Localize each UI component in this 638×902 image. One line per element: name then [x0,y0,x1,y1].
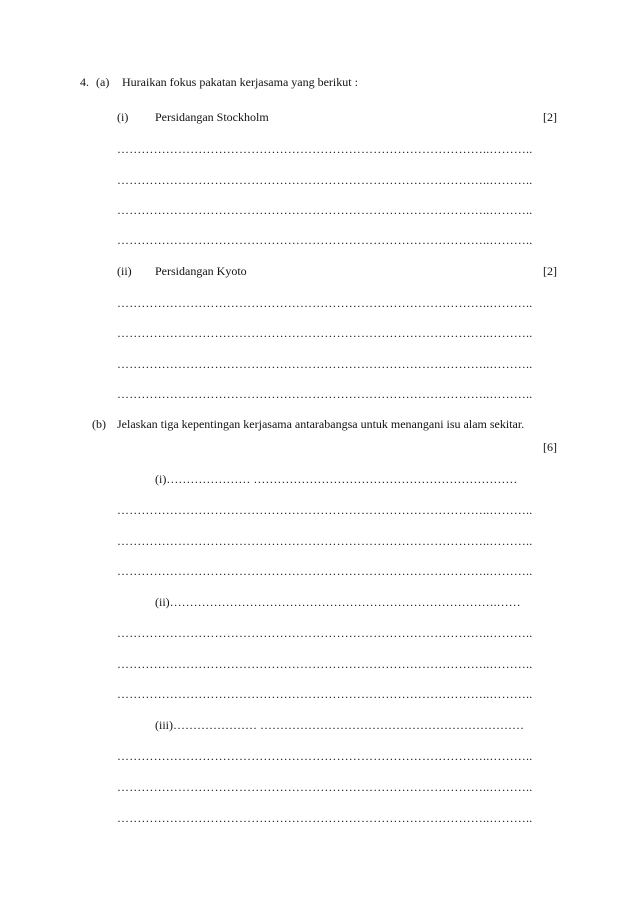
part-a-item-1-text: Persidangan Stockholm [155,110,269,124]
answer-line[interactable]: ………………………………………………………………………………..……….. [117,626,533,640]
part-b-item-1-tail: ………………… ………………………………………………………… [166,472,518,486]
answer-line[interactable]: ………………………………………………………………………………..……….. [117,357,533,371]
part-a-item-2-marks: [2] [543,264,557,278]
answer-line[interactable]: ………………………………………………………………………………..……….. [117,780,533,794]
part-b-item-3[interactable] [155,718,552,732]
answer-line[interactable]: ………………………………………………………………………………..……….. [117,233,533,247]
answer-line[interactable]: ………………………………………………………………………………..……….. [117,564,533,578]
part-a-item-1-marks: [2] [543,110,557,124]
answer-line[interactable]: ………………………………………………………………………………..……….. [117,387,533,401]
part-b-item-3-label: (iii) [155,718,173,732]
part-b-item-3-tail: ………………… ………………………………………………………… [173,718,524,732]
answer-line[interactable]: ………………………………………………………………………………..……….. [117,142,533,156]
answer-line[interactable]: ………………………………………………………………………………..……….. [117,326,533,340]
question-number: 4. [80,75,89,89]
answer-line[interactable]: ………………………………………………………………………………..……….. [117,749,533,763]
part-b-item-2[interactable] [155,595,547,609]
answer-line[interactable]: ………………………………………………………………………………..……….. [117,296,533,310]
part-a-item-1-label: (i) [117,110,129,124]
part-b-item-1-label: (i) [155,472,167,486]
answer-line[interactable]: ………………………………………………………………………………..……….. [117,657,533,671]
part-b-prompt: Jelaskan tiga kepentingan kerjasama antarabangsa untuk menangani isu alam sekitar. [117,417,525,431]
part-b-label: (b) [92,417,106,431]
answer-line[interactable]: ………………………………………………………………………………..……….. [117,534,533,548]
answer-line[interactable]: ………………………………………………………………………………..……….. [117,173,533,187]
answer-line[interactable]: ………………………………………………………………………………..……….. [117,503,533,517]
part-a-item-2-text: Persidangan Kyoto [155,264,247,278]
answer-line[interactable]: ………………………………………………………………………………..……….. [117,203,533,217]
part-a-label: (a) [96,75,110,89]
part-a-prompt: Huraikan fokus pakatan kerjasama yang berikut : [122,75,358,89]
part-b-item-2-label: (ii) [155,595,170,609]
part-b-marks: [6] [543,440,557,454]
part-b-item-1[interactable] [155,472,557,486]
answer-line[interactable]: ………………………………………………………………………………..……….. [117,811,533,825]
part-a-item-2-label: (ii) [117,264,132,278]
answer-line[interactable]: ………………………………………………………………………………..……….. [117,687,533,701]
part-b-item-2-tail: ……………………………………………………………………….…… [169,595,521,609]
